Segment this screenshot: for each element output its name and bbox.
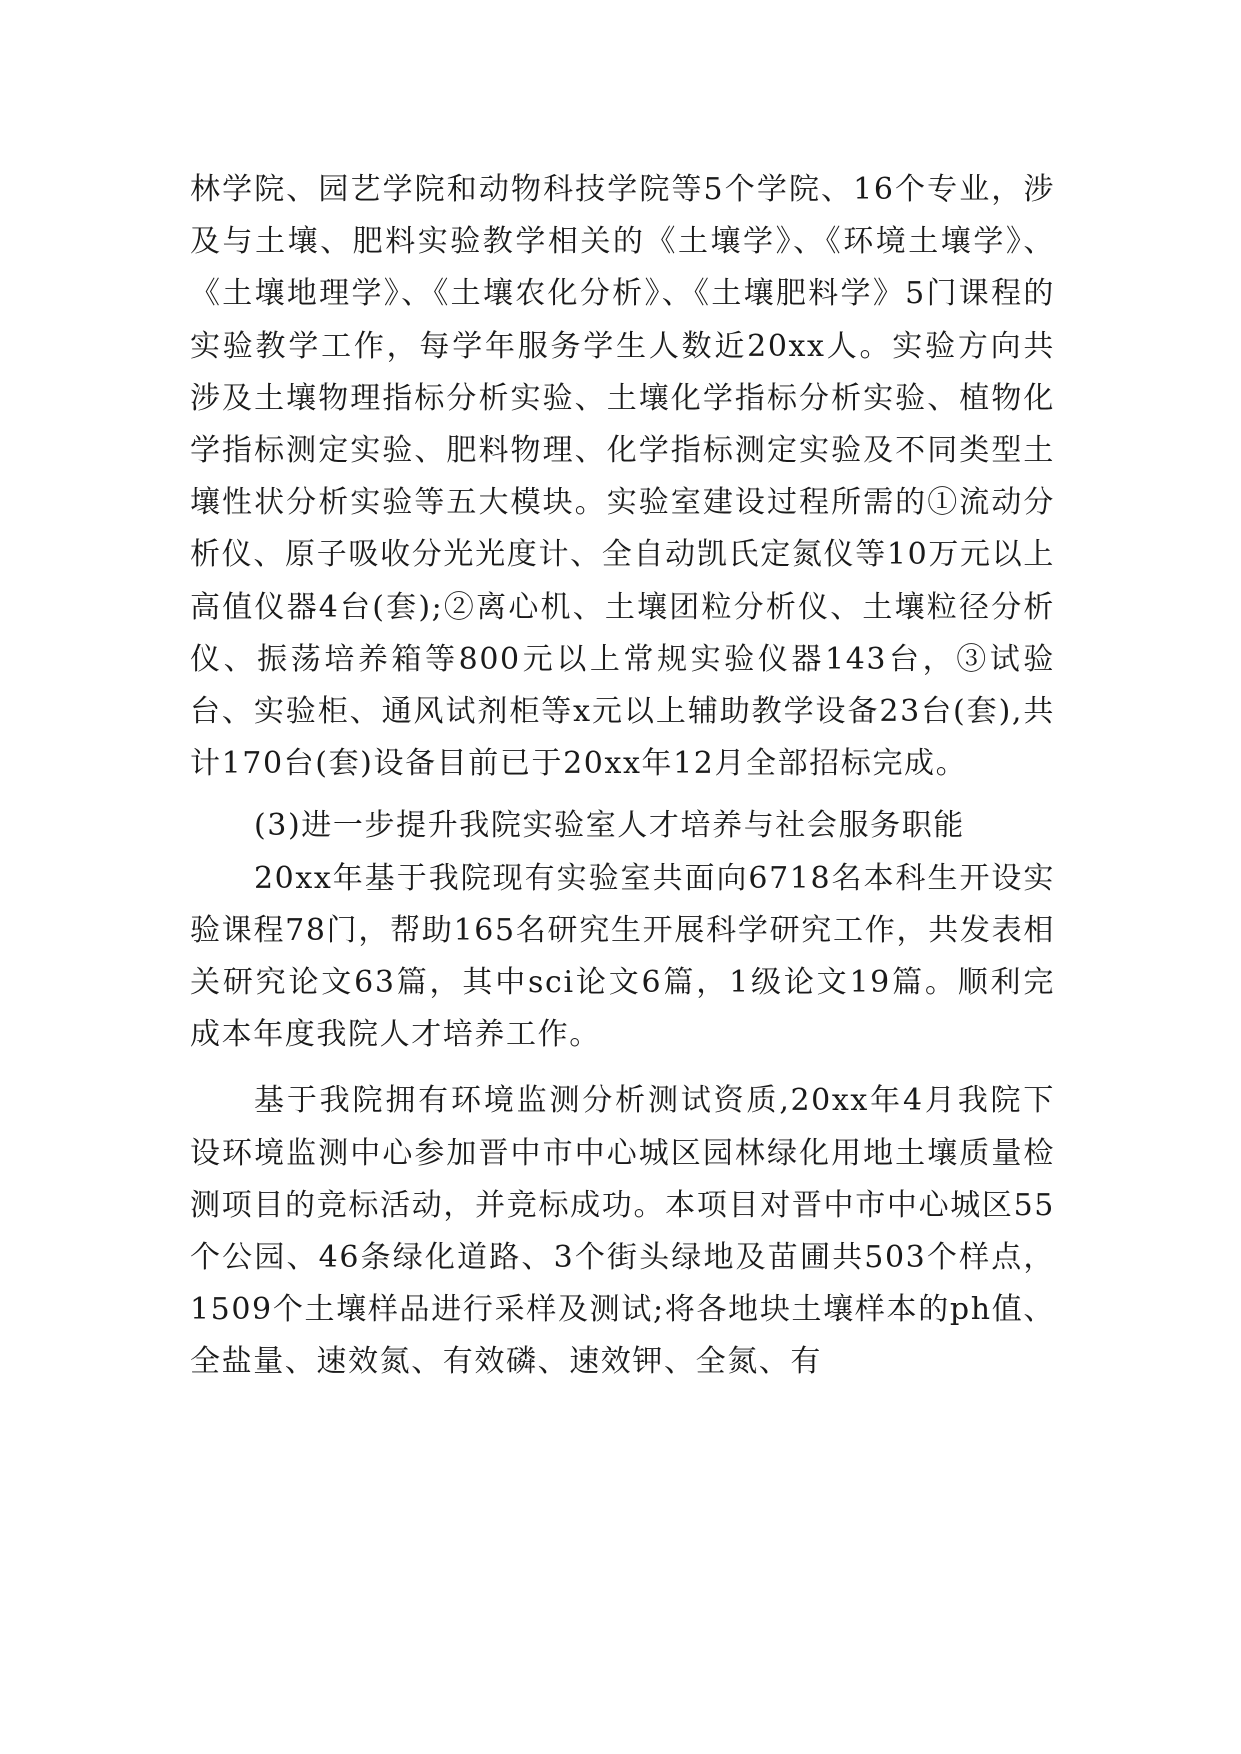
document-body <box>190 164 1055 1389</box>
paragraph-social-service: 基于我院拥有环境监测分析测试资质,20xx年4月我院下设环境监测中心参加晋中市中心城区园林绿化用地土壤质量检测项目的竞标活动，并竞标成功。本项目对晋中市中心城区55个公园、46条绿化道路、3个街头绿地及苗圃共503个样点，1509个土壤样品进行采样及测试;将各地块土壤样本的ph值、全盐量、速效氮、有效磷、速效钾、全氮、有 <box>190 1083 1055 1380</box>
section-heading: (3)进一步提升我院实验室人才培养与社会服务职能 <box>254 808 965 844</box>
paragraph-talent-training: 20xx年基于我院现有实验室共面向6718名本科生开设实验课程78门，帮助165名研究生开展科学研究工作，共发表相关研究论文63篇，其中sci论文6篇，1级论文19篇。顺利完成本年度我院人才培养工作。 <box>190 860 1055 1053</box>
paragraph-lab-equipment: 林学院、园艺学院和动物科技学院等5个学院、16个专业，涉及与土壤、肥料实验教学相关的《土壤学》、《环境土壤学》、《土壤地理学》、《土壤农化分析》、《土壤肥料学》5门课程的实验教学工作，每学年服务学生人数近20xx人。实验方向共涉及土壤物理指标分析实验、土壤化学指标分析实验、植物化学指标测定实验、肥料物理、化学指标测定实验及不同类型土壤性状分析实验等五大模块。实验室建设过程所需的①流动分析仪、原子吸收分光光度计、全自动凯氏定氮仪等10万元以上高值仪器4台(套);②离心机、土壤团粒分析仪、土壤粒径分析仪、振荡培养箱等800元以上常规实验仪器143台，③试验台、实验柜、通风试剂柜等x元以上辅助教学设备23台(套),共计170台(套)设备目前已于20xx年12月全部招标完成。 <box>190 172 1055 782</box>
